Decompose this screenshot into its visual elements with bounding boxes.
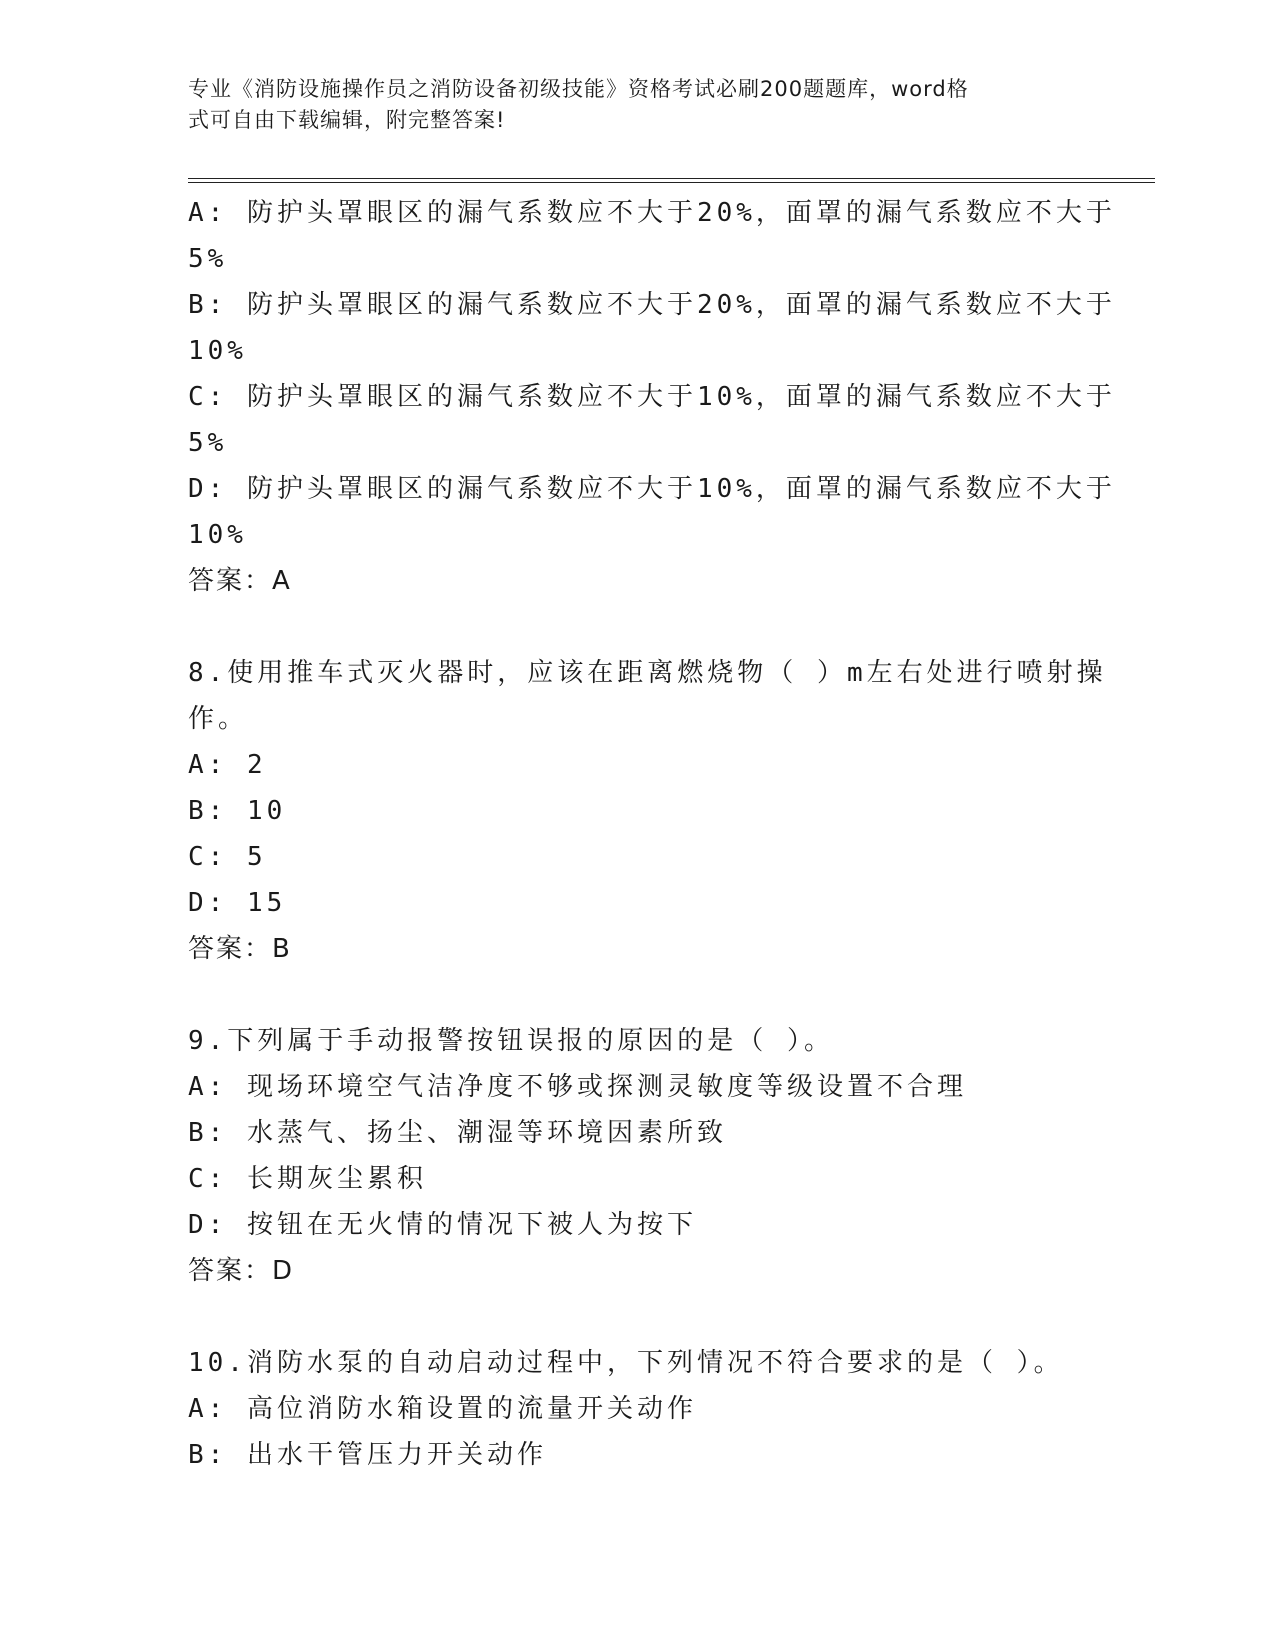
option-7b-line-2: 10% xyxy=(188,336,247,366)
option-7d-line-2: 10% xyxy=(188,520,247,550)
option-7a-line-1: A: 防护头罩眼区的漏气系数应不大于20%，面罩的漏气系数应不大于 xyxy=(188,198,1116,228)
spacer xyxy=(188,604,1088,650)
question-10-stem: 10.消防水泵的自动启动过程中，下列情况不符合要求的是（ ）。 xyxy=(188,1348,1064,1378)
answer-9: 答案：D xyxy=(188,1256,295,1286)
question-8-stem-line-1: 8.使用推车式灭火器时，应该在距离燃烧物（ ）m左右处进行喷射操 xyxy=(188,658,1107,688)
option-7b-line-1: B: 防护头罩眼区的漏气系数应不大于20%，面罩的漏气系数应不大于 xyxy=(188,290,1116,320)
question-9-stem: 9.下列属于手动报警按钮误报的原因的是（ ）。 xyxy=(188,1026,834,1056)
option-7a-line-2: 5% xyxy=(188,244,228,274)
answer-8: 答案：B xyxy=(188,934,292,964)
option-8b: B: 10 xyxy=(188,796,287,826)
header-line-1: 专业《消防设施操作员之消防设备初级技能》资格考试必刷200题题库，word格 xyxy=(188,77,969,101)
header-divider-top xyxy=(188,178,1155,179)
option-9c: C: 长期灰尘累积 xyxy=(188,1164,427,1194)
question-9 xyxy=(188,1018,1088,1294)
option-9d: D: 按钮在无火情的情况下被人为按下 xyxy=(188,1210,697,1240)
option-10b: B: 出水干管压力开关动作 xyxy=(188,1440,547,1470)
header-line-2: 式可自由下载编辑，附完整答案! xyxy=(188,108,506,132)
question-content xyxy=(188,190,1116,1478)
option-8c: C: 5 xyxy=(188,842,267,872)
question-8 xyxy=(188,650,1107,972)
question-8-stem-line-2: 作。 xyxy=(188,704,249,734)
question-10 xyxy=(188,1340,1088,1478)
option-8a: A: 2 xyxy=(188,750,267,780)
option-8d: D: 15 xyxy=(188,888,287,918)
option-10a: A: 高位消防水箱设置的流量开关动作 xyxy=(188,1394,697,1424)
option-7c-line-2: 5% xyxy=(188,428,228,458)
spacer xyxy=(188,1294,1088,1340)
spacer xyxy=(188,972,1088,1018)
option-9b: B: 水蒸气、扬尘、潮湿等环境因素所致 xyxy=(188,1118,727,1148)
option-7c-line-1: C: 防护头罩眼区的漏气系数应不大于10%，面罩的漏气系数应不大于 xyxy=(188,382,1116,412)
header-divider-bottom xyxy=(188,182,1155,183)
question-7 xyxy=(188,190,1116,604)
document-header xyxy=(188,74,1068,136)
answer-7: 答案：A xyxy=(188,566,292,596)
option-9a: A: 现场环境空气洁净度不够或探测灵敏度等级设置不合理 xyxy=(188,1072,967,1102)
option-7d-line-1: D: 防护头罩眼区的漏气系数应不大于10%，面罩的漏气系数应不大于 xyxy=(188,474,1116,504)
